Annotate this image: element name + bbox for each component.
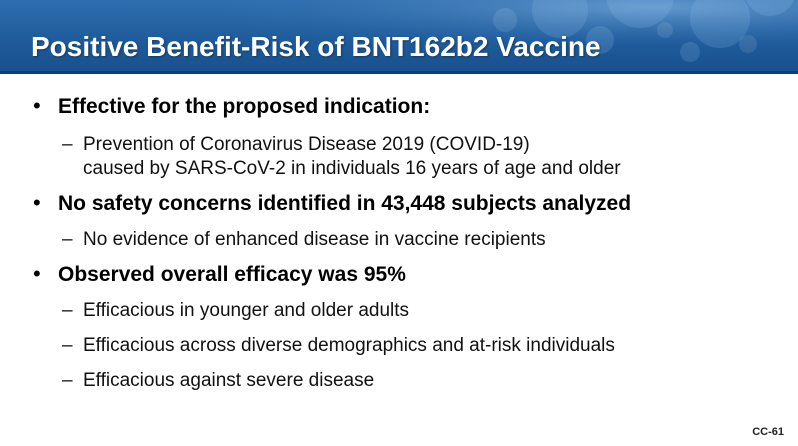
dash-glyph: – [62,229,73,250]
dash-glyph: – [62,300,73,321]
dash-glyph: – [62,335,73,356]
sub-bullet-demographics: Efficacious across diverse demographics and at-risk individuals [83,335,615,356]
bullet-safety: No safety concerns identified in 43,448 subjects analyzed [58,192,632,215]
bullet-efficacy: Observed overall efficacy was 95% [58,263,406,286]
bullet-glyph: • [33,93,41,118]
sub-bullet-no-enhanced-disease: No evidence of enhanced disease in vaccine recipients [83,229,546,250]
dash-glyph: – [62,134,73,155]
bullet-glyph: • [33,190,41,215]
slide-title: Positive Benefit-Risk of BNT162b2 Vaccine [31,31,601,62]
sub-bullet-younger-older: Efficacious in younger and older adults [83,300,410,321]
slide-number: CC-61 [752,426,784,438]
sub-bullet-prevention: Prevention of Coronavirus Disease 2019 (COVID-19) [83,134,530,155]
sub-bullet-severe-disease: Efficacious against severe disease [83,370,375,391]
bullet-effective: Effective for the proposed indication: [58,95,431,118]
sub-bullet-prevention-cont: caused by SARS-CoV-2 in individuals 16 years of age and older [83,158,621,179]
bullet-glyph: • [33,261,41,286]
dash-glyph: – [62,370,73,391]
